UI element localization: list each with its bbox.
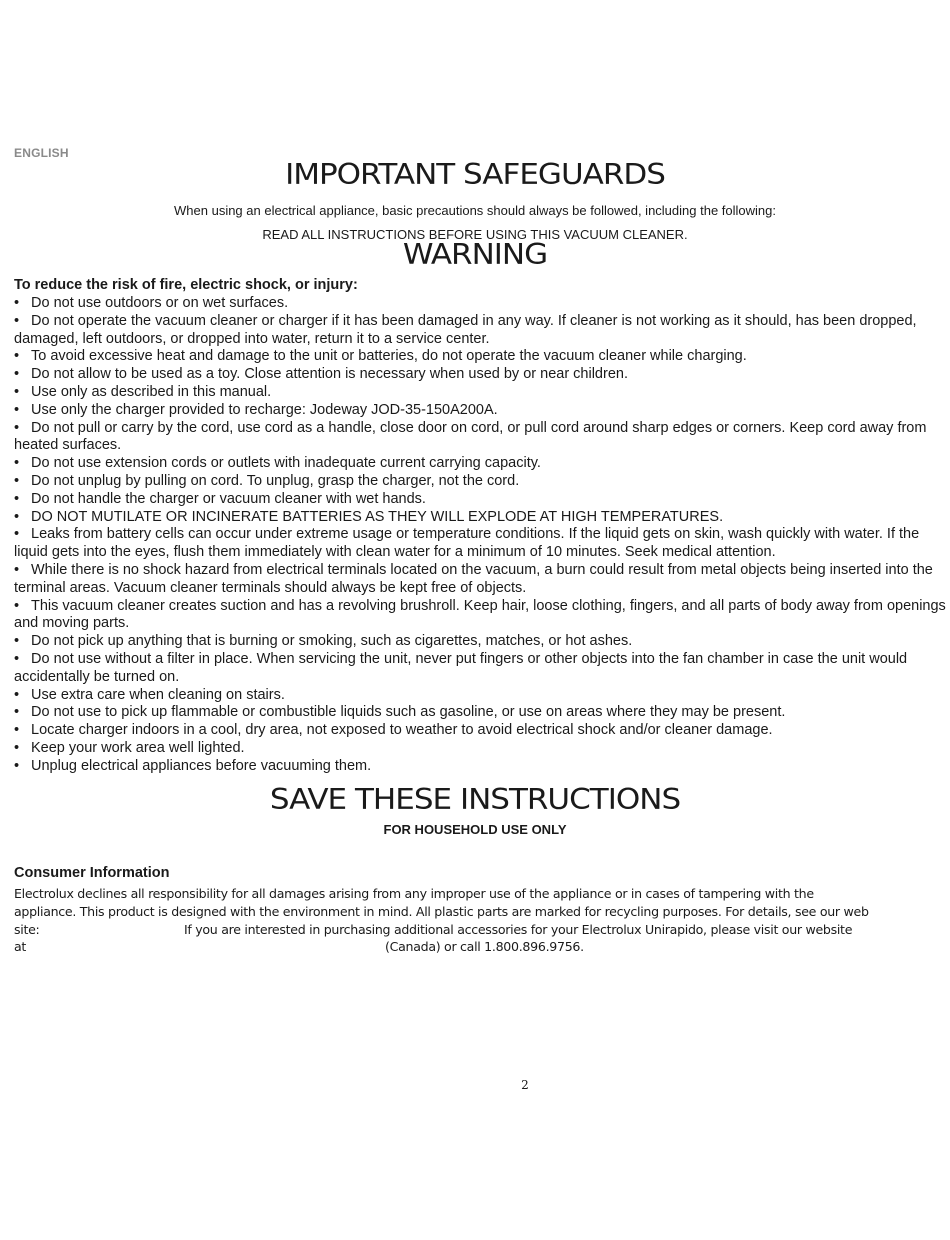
consumer-line-left: site: (14, 921, 40, 937)
safeguard-item: • While there is no shock hazard from electrical terminals located on the vacuum, a burn could result from metal objects being inserted into the terminal areas. Vacuum cleaner terminals should always be kept free of objects. (14, 562, 946, 598)
safeguard-list (14, 295, 946, 776)
safeguard-item: • Use only as described in this manual. (14, 384, 946, 402)
safeguard-item: • Do not operate the vacuum cleaner or charger if it has been damaged in any way. If cleaner is not working as it should, has been dropped, damaged, left outdoors, or dropped into water, return it to a service center. (14, 313, 946, 349)
page-title: IMPORTANT SAFEGUARDS (285, 158, 665, 192)
consumer-line-right: If you are interested in purchasing additional accessories for your Electrolux Unirapido, please visit our website (184, 921, 853, 937)
intro-text: When using an electrical appliance, basic precautions should always be followed, including the following: (174, 203, 776, 218)
save-instructions-title: SAVE THESE INSTRUCTIONS (269, 783, 681, 817)
read-all-instructions-text: READ ALL INSTRUCTIONS BEFORE USING THIS VACUUM CLEANER. (262, 227, 688, 242)
safeguard-item: • Use extra care when cleaning on stairs. (14, 687, 946, 705)
safeguard-item: • Leaks from battery cells can occur under extreme usage or temperature conditions. If the liquid gets on skin, wash quickly with water. If the liquid gets into the eyes, flush them immediately with clean water for a minimum of 10 minutes. Seek medical attention. (14, 526, 946, 562)
safeguard-item: • Do not use extension cords or outlets with inadequate current carrying capacity. (14, 455, 946, 473)
warning-title: WARNING (402, 238, 548, 272)
safeguard-item: • This vacuum cleaner creates suction and has a revolving brushroll. Keep hair, loose clothing, fingers, and all parts of body away from openings and moving parts. (14, 598, 946, 634)
safeguard-item: • Unplug electrical appliances before vacuuming them. (14, 758, 946, 776)
consumer-line (14, 921, 946, 939)
safeguard-item: • Keep your work area well lighted. (14, 740, 946, 758)
household-use-text: FOR HOUSEHOLD USE ONLY (383, 822, 567, 837)
safeguard-item: • Do not pick up anything that is burning or smoking, such as cigarettes, matches, or hot ashes. (14, 633, 946, 651)
safeguard-item: • Do not use outdoors or on wet surfaces. (14, 295, 946, 313)
consumer-line-left: at (14, 939, 27, 955)
safeguard-item: • DO NOT MUTILATE OR INCINERATE BATTERIES AS THEY WILL EXPLODE AT HIGH TEMPERATURES. (14, 509, 946, 527)
consumer-info-heading: Consumer Information (14, 865, 170, 881)
safeguard-item: • Do not use without a filter in place. When servicing the unit, never put fingers or other objects into the fan chamber in case the unit would accidentally be turned on. (14, 651, 946, 687)
safeguard-item: • To avoid excessive heat and damage to the unit or batteries, do not operate the vacuum cleaner while charging. (14, 348, 946, 366)
consumer-line: appliance. This product is designed with the environment in mind. All plastic parts are marked for recycling purposes. For details, see our web (14, 903, 869, 919)
consumer-line: Electrolux declines all responsibility for all damages arising from any improper use of the appliance or in cases of tampering with the (14, 886, 814, 901)
page-number: 2 (521, 1078, 529, 1092)
safeguard-item: • Use only the charger provided to recharge: Jodeway JOD-35-150A200A. (14, 402, 946, 420)
safeguard-item: • Do not allow to be used as a toy. Close attention is necessary when used by or near children. (14, 366, 946, 384)
safeguard-item: • Do not pull or carry by the cord, use cord as a handle, close door on cord, or pull cord around sharp edges or corners. Keep cord away from heated surfaces. (14, 420, 946, 456)
risk-heading: To reduce the risk of fire, electric shock, or injury: (14, 277, 358, 293)
language-label: ENGLISH (14, 146, 69, 160)
safeguard-item: • Do not unplug by pulling on cord. To unplug, grasp the charger, not the cord. (14, 473, 946, 491)
safeguard-item: • Do not use to pick up flammable or combustible liquids such as gasoline, or use on areas where they may be present. (14, 704, 946, 722)
consumer-line-right: (Canada) or call 1.800.896.9756. (385, 939, 584, 955)
safeguard-item: • Locate charger indoors in a cool, dry area, not exposed to weather to avoid electrical shock and/or cleaner damage. (14, 722, 946, 740)
safeguard-item: • Do not handle the charger or vacuum cleaner with wet hands. (14, 491, 946, 509)
consumer-info-text (14, 885, 946, 956)
consumer-line (14, 938, 946, 956)
